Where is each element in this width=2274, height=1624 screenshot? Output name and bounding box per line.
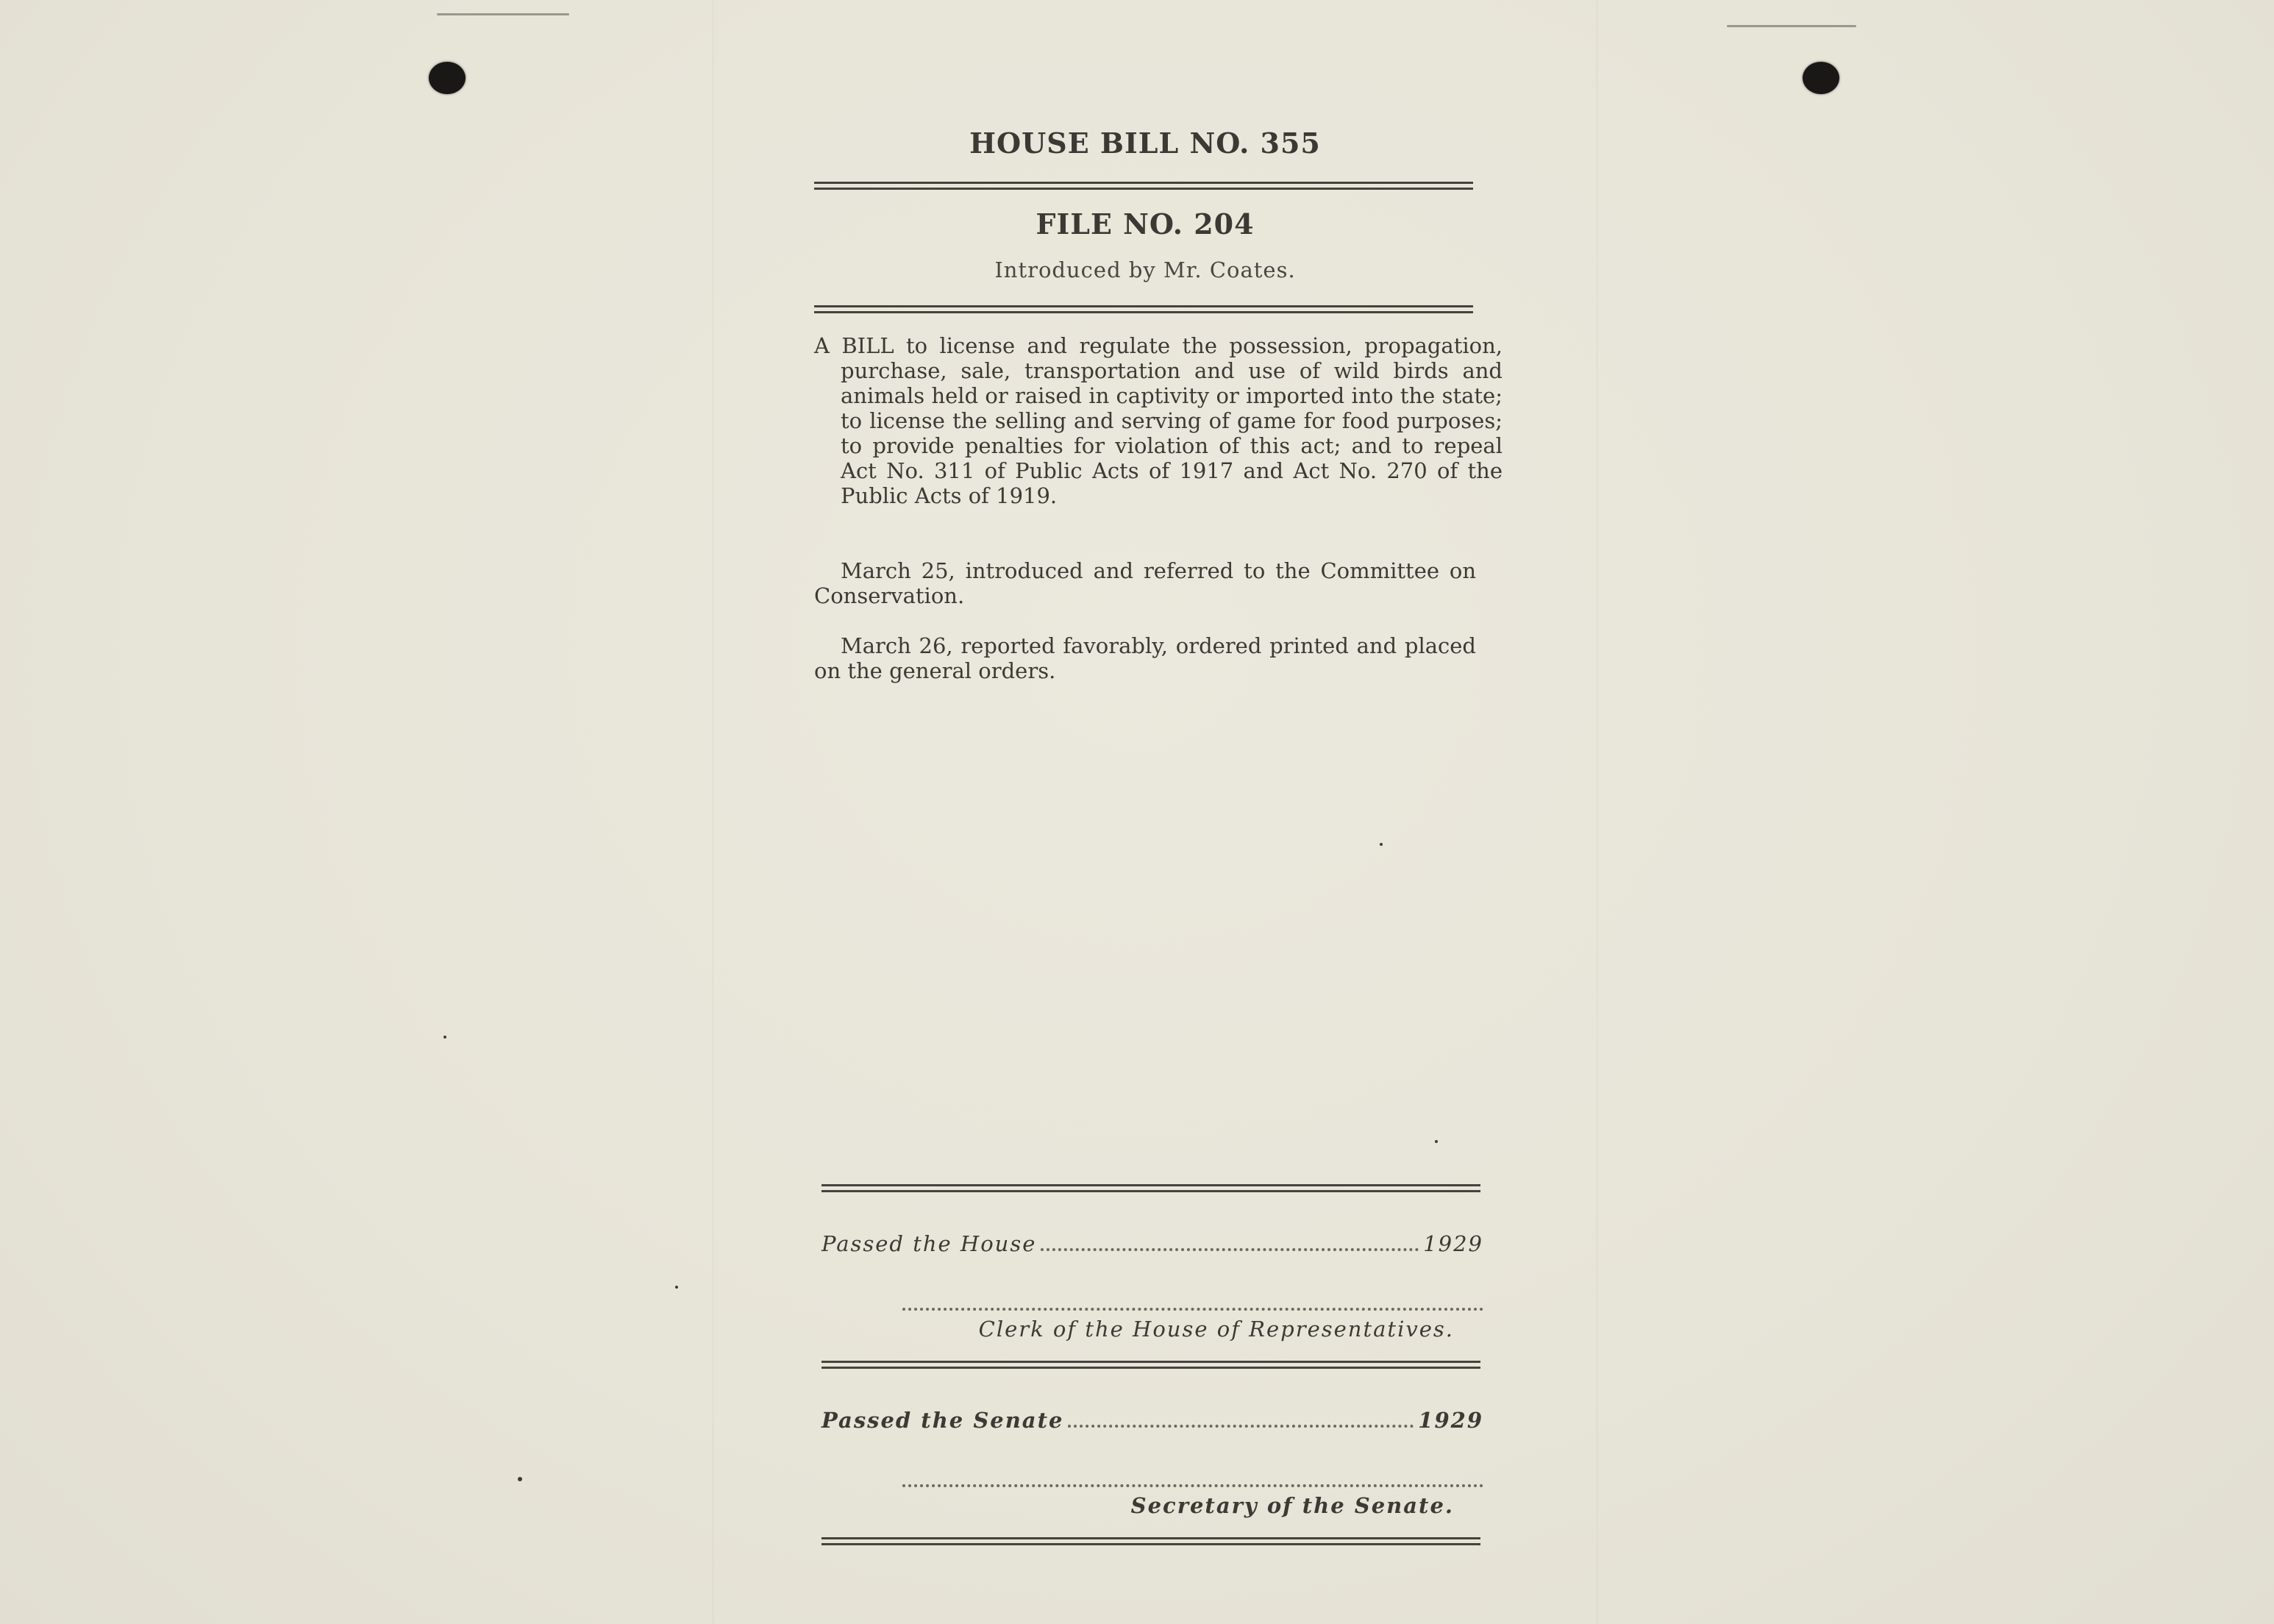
double-rule [821, 1537, 1480, 1545]
clerk-title: Clerk of the House of Representatives. [978, 1317, 1454, 1342]
punch-hole-right [1803, 62, 1839, 94]
paper-tear-mark [437, 13, 569, 15]
passed-senate-year: 1929 [1418, 1408, 1483, 1433]
double-rule [814, 305, 1473, 313]
double-rule [814, 182, 1473, 190]
paper-speck [518, 1477, 522, 1481]
double-rule [821, 1184, 1480, 1192]
passed-house-year: 1929 [1423, 1231, 1483, 1256]
double-rule [821, 1361, 1480, 1369]
dotted-leader [1068, 1425, 1414, 1428]
paper-tear-mark [1727, 25, 1856, 27]
secretary-title: Secretary of the Senate. [1130, 1493, 1454, 1518]
paper-speck [443, 1036, 446, 1039]
paper-speck [675, 1286, 678, 1289]
introduced-by-line: Introduced by Mr. Coates. [994, 257, 1296, 282]
clerk-signature-line [902, 1308, 1483, 1311]
dotted-leader [1041, 1248, 1419, 1251]
paper-speck [1380, 843, 1383, 846]
file-number-heading: FILE NO. 204 [1036, 207, 1255, 241]
history-entry-reported: March 26, reported favorably, ordered printed and placed on the general orders. [814, 633, 1476, 683]
passed-house-line [821, 1231, 1483, 1256]
paper-speck [1435, 1140, 1438, 1143]
bill-number-heading: HOUSE BILL NO. 355 [969, 127, 1321, 160]
passed-house-label: Passed the House [821, 1231, 1037, 1256]
paper-fold [1596, 0, 1598, 1624]
history-entry-introduced: March 25, introduced and referred to the Committee on Conservation. [814, 558, 1476, 608]
paper-fold [712, 0, 714, 1624]
passed-senate-line [821, 1408, 1483, 1433]
punch-hole-left [429, 62, 466, 94]
secretary-signature-line [902, 1484, 1483, 1487]
bill-description: A BILL to license and regulate the possession, propagation, purchase, sale, transportation and use of wild birds and animals held or raised in captivity or imported into the state; to license the selling and serving of game for food purposes; to provide penalties for violation of this act; and to repeal Act No. 311 of Public Acts of 1917 and Act No. 270 of the Public Acts of 1919. [814, 333, 1503, 508]
passed-senate-label: Passed the Senate [821, 1408, 1064, 1433]
